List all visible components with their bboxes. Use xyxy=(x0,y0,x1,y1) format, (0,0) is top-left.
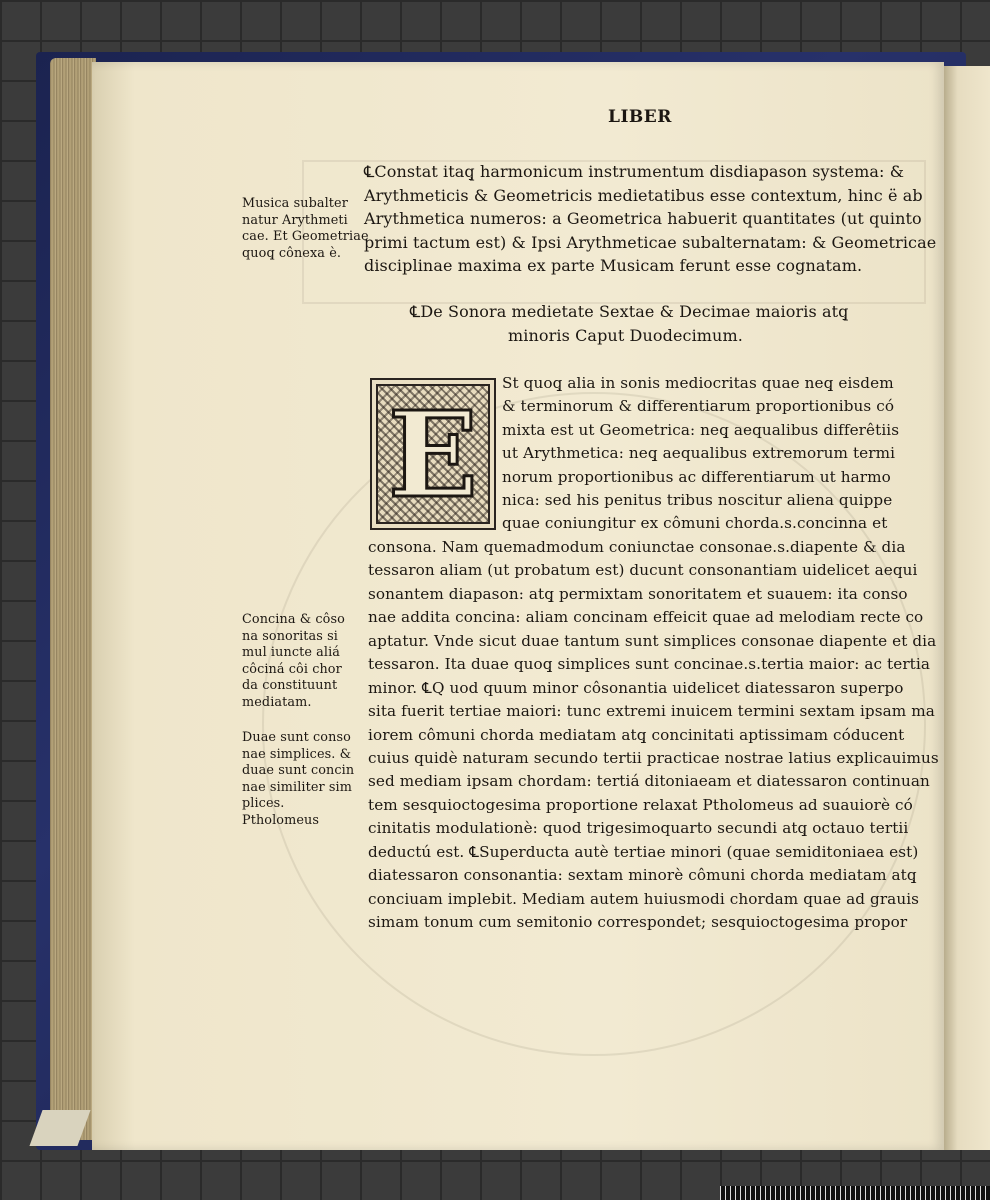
note-line: plices. xyxy=(242,796,285,811)
decorated-initial xyxy=(370,378,496,530)
text-line: deductú est. ℄Superducta autè tertiae minori (quae semiditoniaea est) xyxy=(368,842,919,861)
initial-letter: E xyxy=(388,384,478,524)
facing-page-edge xyxy=(944,66,990,1150)
text-line: aptatur. Vnde sicut duae tantum sunt simplices consonae diapente et dia xyxy=(368,631,937,650)
text-line: sed mediam ipsam chordam: tertiá ditoniaeam et diatessaron continuan xyxy=(368,772,930,791)
text-line: primi tactum est) & Ipsi Arythmeticae subalternatam: & Geometricae xyxy=(364,232,937,252)
note-line: mul iuncte aliá xyxy=(242,645,341,660)
text-line: disciplinae maxima ex parte Musicam ferunt esse cognatam. xyxy=(364,256,863,275)
body-text-beside-initial xyxy=(502,372,899,536)
note-line: quoq̧ cônexa è. xyxy=(242,245,342,261)
note-line: na sonoritas si xyxy=(242,628,338,644)
margin-note-duae xyxy=(242,730,354,829)
text-line: tessaron aliam (ut probatum est) ducunt consonantiam uidelicet aequi xyxy=(368,561,918,580)
text-line: nae addita concina: aliam concinam effeicit quae ad melodiam recte co xyxy=(368,608,924,627)
text-line: Arythmetica numeros: a Geometrica habuerit quantitates (ut quinto xyxy=(364,209,922,228)
margin-note-concina xyxy=(242,612,345,711)
note-line: nae simplices. & xyxy=(242,746,352,762)
note-line: nae similiter sim xyxy=(242,779,352,795)
note-line: natur Arythmeti xyxy=(242,212,348,228)
text-line: consona. Nam quemadmodum coniunctae consonae.s.diapente & dia xyxy=(368,538,906,556)
note-line: Ptholomeus xyxy=(242,812,320,828)
text-line: diatessaron consonantia: sextam minorè cômuni chorda mediatam atq̧ xyxy=(368,866,917,885)
text-line: Arythmeticis & Geometricis medietatibus esse contextum, hinc ë ab xyxy=(364,185,923,205)
text-line: quae coniungitur ex cômuni chorda.s.concinna et xyxy=(502,514,888,533)
text-line: mixta est ut Geometrica: neq̧ aequalibus differêtiis xyxy=(502,420,900,439)
text-line: tessaron. Ita duae quoq̧ simplices sunt concinae.s.tertia maior: ac tertia xyxy=(368,655,930,674)
text-line: ℄Constat itaq̧ harmonicum instrumentum disdiapason systema: & xyxy=(364,162,905,181)
text-line: minor. ℄Q uod quum minor côsonantia uidelicet diatessaron superpo xyxy=(368,678,904,697)
note-line: cae. Et Geometriae xyxy=(242,229,369,244)
running-header: LIBER xyxy=(608,107,672,127)
note-line: da constituunt xyxy=(242,678,338,693)
text-line: iorem cômuni chorda mediatam atq̧ concinitati aptissimam códucent xyxy=(368,725,905,744)
margin-note-musica xyxy=(242,196,369,262)
paragraph-constat xyxy=(364,160,936,278)
note-line: Musica subalter xyxy=(242,196,348,211)
body-text xyxy=(368,536,939,934)
text-line: conciuam implebit. Mediam autem huiusmodi chordam quae ad grauis xyxy=(368,889,920,908)
text-line: sita fuerit tertiae maiori: tunc extremi inuicem termini sextam ipsam ma xyxy=(368,702,935,721)
text-line: cuius quidè naturam secundo tertii practicae nostrae latius explicauimus xyxy=(368,748,939,767)
scale-ruler xyxy=(720,1186,990,1200)
note-line: Duae sunt conso xyxy=(242,730,351,745)
note-line: mediatam. xyxy=(242,694,312,710)
page-edges xyxy=(50,58,96,1140)
note-line: duae sunt concin xyxy=(242,763,355,778)
text-line: tem sesquioctogesima proportione relaxat Ptholomeus ad suauiorè có xyxy=(368,795,913,814)
note-line: Concina & côso xyxy=(242,612,345,627)
text-line: nica: sed his penitus tribus noscitur aliena quippe xyxy=(502,490,893,509)
text-line: ut Arythmetica: neq̧ aequalibus extremorum termi xyxy=(502,444,896,463)
text-line: norum proportionibus ac differentiarum ut harmo xyxy=(502,467,891,486)
text-line: sonantem diapason: atq̧ permixtam sonoritatem et suauem: ita conso xyxy=(368,584,908,603)
heading-line: ℄De Sonora medietate Sextae & Decimae maioris atq̧ xyxy=(410,302,849,321)
heading-line: minoris Caput Duodecimum. xyxy=(508,326,743,345)
text-line: cinitatis modulationè: quod trigesimoquarto secundi atq̧ octauo tertii xyxy=(368,819,909,838)
text-line: & terminorum & differentiarum proportionibus có xyxy=(502,397,895,416)
note-line: côciná côi chor xyxy=(242,661,342,677)
text-line: simam tonum cum semitonio correspondet; sesquioctogesima propor xyxy=(368,913,908,931)
text-line: St quoq̧ alia in sonis mediocritas quae neq̧ eisdem xyxy=(502,374,894,392)
chapter-heading xyxy=(410,300,848,348)
